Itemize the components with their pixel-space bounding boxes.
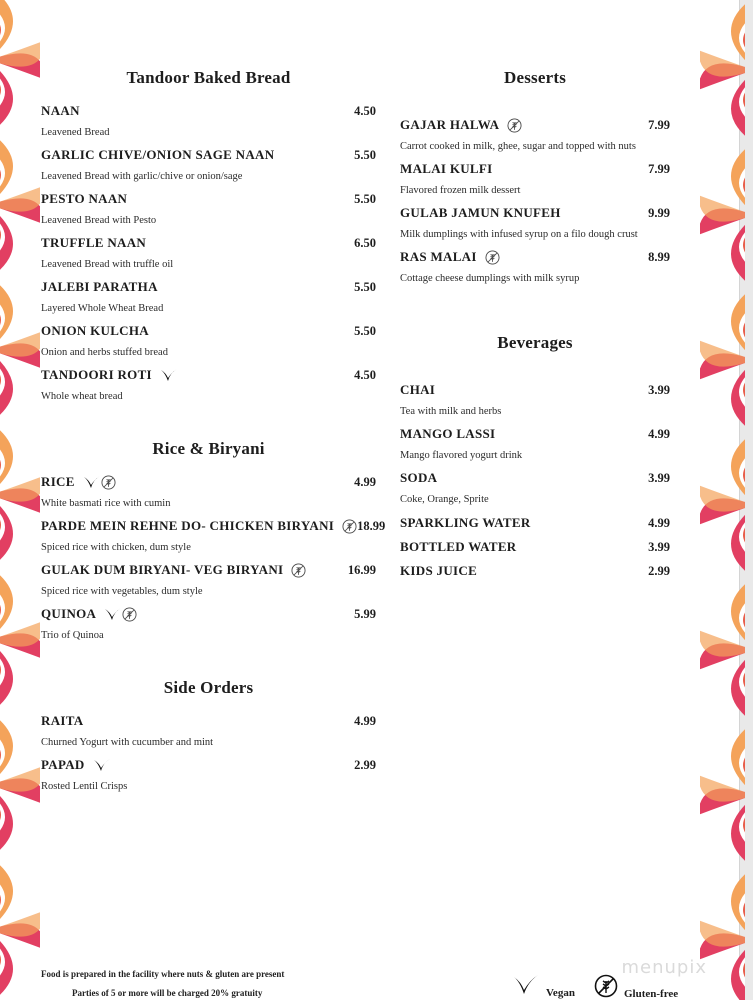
- gluten-free-icon: [485, 250, 500, 265]
- menu-item-row: [400, 535, 670, 559]
- menu-item-row: [400, 423, 670, 445]
- menu-item-name-wrap: [400, 205, 561, 221]
- menu-item-price: 4.99: [648, 426, 670, 441]
- menu-item-name-wrap: [400, 539, 516, 555]
- menu-item-row: [41, 144, 376, 166]
- menu-item-row: [41, 100, 376, 122]
- vegan-leaf-icon: [160, 368, 178, 382]
- menu-item-name-wrap: [400, 249, 500, 265]
- diet-icons: [342, 519, 357, 534]
- menu-item-name: GULAK DUM BIRYANI- VEG BIRYANI: [41, 562, 284, 577]
- left-column-side: [41, 678, 376, 798]
- vegan-leaf-icon: [104, 607, 122, 621]
- menu-item-price: 9.99: [648, 205, 670, 220]
- menu-item: [41, 364, 376, 408]
- lotus-petal: [0, 185, 40, 212]
- section-tandoor: [41, 68, 376, 408]
- menu-item-name: TRUFFLE NAAN: [41, 235, 147, 250]
- menu-item-description: Coke, Orange, Sprite: [400, 494, 489, 505]
- menu-item-name: JALEBI PARATHA: [41, 279, 158, 294]
- menu-item-row: [41, 710, 376, 732]
- leaf-v-icon: [512, 974, 540, 999]
- menu-item: [41, 754, 376, 798]
- tandoor-item-list: [41, 100, 376, 408]
- menu-item-name-wrap: [400, 515, 531, 531]
- menu-item-description: Whole wheat bread: [41, 391, 123, 402]
- menu-item-price: 4.99: [648, 515, 670, 530]
- menu-item-price: 2.99: [648, 563, 670, 578]
- menu-item: [400, 158, 670, 202]
- menu-item-row: [41, 320, 376, 342]
- menu-item-row: [400, 467, 670, 489]
- diet-icons: [104, 607, 137, 622]
- menu-item: [400, 423, 670, 467]
- wheat-crossed-icon: [594, 974, 618, 1001]
- menu-item: [41, 559, 376, 603]
- menu-item-name: QUINOA: [41, 606, 97, 621]
- menu-item-price: 4.99: [354, 474, 376, 489]
- menu-item-row: [41, 471, 376, 493]
- gluten-free-icon: [342, 519, 357, 534]
- menu-item-price: 5.50: [354, 323, 376, 338]
- legend-gluten-free-label: Gluten-free: [624, 987, 679, 1000]
- menu-item-row: [41, 276, 376, 298]
- menu-item-price: 16.99: [347, 562, 376, 577]
- menu-item-name-wrap: [41, 518, 357, 534]
- menu-item-row: [400, 158, 670, 180]
- section-title-side: Side Orders: [163, 678, 254, 697]
- menu-item: [400, 379, 670, 423]
- legend-gluten-free: [594, 974, 678, 1001]
- section-title-desserts: Desserts: [503, 68, 567, 87]
- menu-item-name-wrap: [41, 562, 306, 578]
- menu-item-name-wrap: [400, 563, 477, 579]
- menu-item-description: Spiced rice with vegetables, dum style: [41, 586, 203, 597]
- menu-item-name: RAITA: [41, 713, 84, 728]
- section-beverages: [400, 333, 670, 583]
- lotus-petal: [0, 765, 40, 792]
- menu-item-price: 7.99: [648, 117, 670, 132]
- menu-item-description: Milk dumplings with infused syrup on a filo dough crust: [400, 229, 638, 240]
- menu-item-name: KIDS JUICE: [400, 563, 478, 578]
- diet-icons: [160, 368, 178, 382]
- menu-item-description: Layered Whole Wheat Bread: [41, 303, 164, 314]
- menu-item-row: [400, 559, 670, 583]
- menu-item-description: Rosted Lentil Crisps: [41, 781, 128, 792]
- menu-item: [400, 467, 670, 511]
- menu-item-price: 8.99: [648, 249, 670, 264]
- menu-item: [41, 232, 376, 276]
- menu-item-price: 18.99: [357, 518, 386, 533]
- lotus-petal: [0, 620, 40, 647]
- vegan-leaf-icon: [83, 475, 101, 489]
- menu-item-name: PESTO NAAN: [41, 191, 128, 206]
- menu-item-row: [400, 379, 670, 401]
- menu-item-name-wrap: [400, 117, 522, 133]
- menu-item-row: [41, 232, 376, 254]
- menu-item-name: PAPAD: [41, 757, 85, 772]
- right-column-beverages: [400, 333, 670, 583]
- menu-item-description: Leavened Bread: [41, 127, 110, 138]
- menu-item-name: PARDE MEIN REHNE DO- CHICKEN BIRYANI: [41, 518, 335, 533]
- diet-icons: [291, 563, 306, 578]
- menu-item-row: [41, 364, 376, 386]
- desserts-item-list: [400, 114, 670, 290]
- menu-item-price: 3.99: [648, 539, 670, 554]
- menu-item: [400, 535, 670, 559]
- menu-item: [400, 559, 670, 583]
- menu-item-name: NAAN: [41, 103, 80, 118]
- menu-item-description: Flavored frozen milk dessert: [400, 185, 521, 196]
- menu-item: [400, 202, 670, 246]
- section-desserts: [400, 68, 670, 290]
- menu-item-name-wrap: [41, 757, 111, 773]
- section-title-tandoor: Tandoor Baked Bread: [126, 68, 291, 87]
- menu-item-name-wrap: [41, 147, 274, 163]
- menu-item-row: [400, 246, 670, 268]
- menu-item-name: MANGO LASSI: [400, 426, 496, 441]
- menu-item: [400, 246, 670, 290]
- menu-item-row: [41, 603, 376, 625]
- legend-vegan: [512, 974, 575, 999]
- menu-item-price: 5.99: [354, 606, 376, 621]
- side-item-list: [41, 710, 376, 798]
- right-column-desserts: [400, 68, 670, 290]
- menu-item-price: 6.50: [354, 235, 376, 250]
- menu-item-row: [400, 114, 670, 136]
- menu-item: [41, 100, 376, 144]
- menu-item-name-wrap: [41, 474, 116, 490]
- menu-item-name-wrap: [41, 191, 127, 207]
- lotus-petal: [0, 330, 40, 357]
- left-column-rice: [41, 439, 386, 647]
- menu-item-price: 3.99: [648, 382, 670, 397]
- menu-item-name-wrap: [41, 235, 146, 251]
- lotus-petal: [0, 910, 40, 937]
- menu-item-description: Churned Yogurt with cucumber and mint: [41, 737, 214, 748]
- legend-vegan-label: Vegan: [546, 986, 575, 999]
- menu-item-price: 5.50: [354, 279, 376, 294]
- menu-item-price: 4.50: [354, 367, 376, 382]
- menu-item-name-wrap: [400, 382, 435, 398]
- menu-item-name: TANDOORI ROTI: [41, 367, 152, 382]
- menu-item-description: Carrot cooked in milk, ghee, sugar and topped with nuts: [400, 141, 636, 152]
- menu-item: [41, 515, 386, 559]
- menu-item-name: SODA: [400, 470, 438, 485]
- menu-item-price: 4.99: [354, 713, 376, 728]
- menu-item-name: GAJAR HALWA: [400, 117, 500, 132]
- menu-item-name: RAS MALAI: [400, 249, 477, 264]
- diet-icons: [93, 758, 111, 772]
- menu-item: [400, 511, 670, 535]
- menu-item-name-wrap: [400, 426, 495, 442]
- gluten-free-icon: [122, 607, 137, 622]
- menu-item-description: Spiced rice with chicken, dum style: [41, 542, 191, 553]
- menu-item-row: [41, 515, 386, 537]
- left-lotus-pattern: [0, 0, 40, 1000]
- section-title-beverages: Beverages: [497, 333, 573, 352]
- menu-item-price: 4.50: [354, 103, 376, 118]
- menu-item-description: Leavened Bread with garlic/chive or onion/sage: [41, 171, 243, 182]
- vegan-leaf-icon: [93, 758, 111, 772]
- menu-item: [400, 114, 670, 158]
- gluten-free-icon: [507, 118, 522, 133]
- menu-item-description: Trio of Quinoa: [41, 630, 104, 641]
- menu-item: [41, 276, 376, 320]
- menu-item-name-wrap: [400, 161, 493, 177]
- gluten-free-icon: [101, 475, 116, 490]
- lotus-petal: [0, 40, 40, 67]
- menu-item: [41, 471, 376, 515]
- menu-item-description: Cottage cheese dumplings with milk syrup: [400, 273, 580, 284]
- menu-item-name: ONION KULCHA: [41, 323, 149, 338]
- lotus-petal: [0, 475, 40, 502]
- section-rice: [41, 439, 386, 647]
- menu-item-row: [400, 202, 670, 224]
- menu-item-name-wrap: [41, 367, 178, 383]
- menu-item-price: 7.99: [648, 161, 670, 176]
- menu-item-name-wrap: [41, 103, 80, 119]
- section-title-rice: Rice & Biryani: [152, 439, 265, 458]
- right-lotus-pattern: [700, 0, 745, 1000]
- diet-icons: [485, 250, 500, 265]
- gluten-free-icon: [291, 563, 306, 578]
- menu-item-name-wrap: [400, 470, 437, 486]
- beverages-item-list: [400, 379, 670, 583]
- menu-item: [41, 320, 376, 364]
- menu-item-row: [41, 188, 376, 210]
- menu-item-name-wrap: [41, 713, 83, 729]
- left-column: [41, 68, 376, 408]
- watermark: menupix: [621, 957, 707, 978]
- menu-item-name-wrap: [41, 279, 158, 295]
- menu-item-description: Tea with milk and herbs: [400, 406, 502, 417]
- section-side: [41, 678, 376, 798]
- footer-allergen-note: Food is prepared in the facility where nuts & gluten are present: [41, 969, 285, 979]
- menu-item-row: [400, 511, 670, 535]
- menu-item-name-wrap: [41, 606, 137, 622]
- menu-item: [41, 710, 376, 754]
- menu-item-price: 2.99: [354, 757, 376, 772]
- menu-item-description: Leavened Bread with truffle oil: [41, 259, 174, 270]
- menu-item-name: RICE: [41, 474, 75, 489]
- menu-item-description: White basmati rice with cumin: [41, 498, 171, 509]
- menu-item-name: SPARKLING WATER: [400, 515, 531, 530]
- menu-item-name: BOTTLED WATER: [400, 539, 517, 554]
- menu-item: [41, 188, 376, 232]
- menu-item-description: Onion and herbs stuffed bread: [41, 347, 168, 358]
- menu-item-price: 3.99: [648, 470, 670, 485]
- footer-gratuity-note: Parties of 5 or more will be charged 20% gratuity: [72, 988, 263, 998]
- menu-item-name: CHAI: [400, 382, 436, 397]
- diet-icons: [83, 475, 116, 490]
- menu-item-name: GULAB JAMUN KNUFEH: [400, 205, 561, 220]
- menu-item-price: 5.50: [354, 191, 376, 206]
- menu-item-name: MALAI KULFI: [400, 161, 493, 176]
- menu-item-name-wrap: [41, 323, 149, 339]
- menu-item-row: [41, 559, 376, 581]
- menu-item-description: Leavened Bread with Pesto: [41, 215, 157, 226]
- diet-icons: [507, 118, 522, 133]
- menu-item: [41, 144, 376, 188]
- menu-item-description: Mango flavored yogurt drink: [400, 450, 523, 461]
- menu-item-name: GARLIC CHIVE/ONION SAGE NAAN: [41, 147, 275, 162]
- rice-item-list: [41, 471, 386, 647]
- menu-item: [41, 603, 376, 647]
- menu-item-row: [41, 754, 376, 776]
- menu-item-price: 5.50: [354, 147, 376, 162]
